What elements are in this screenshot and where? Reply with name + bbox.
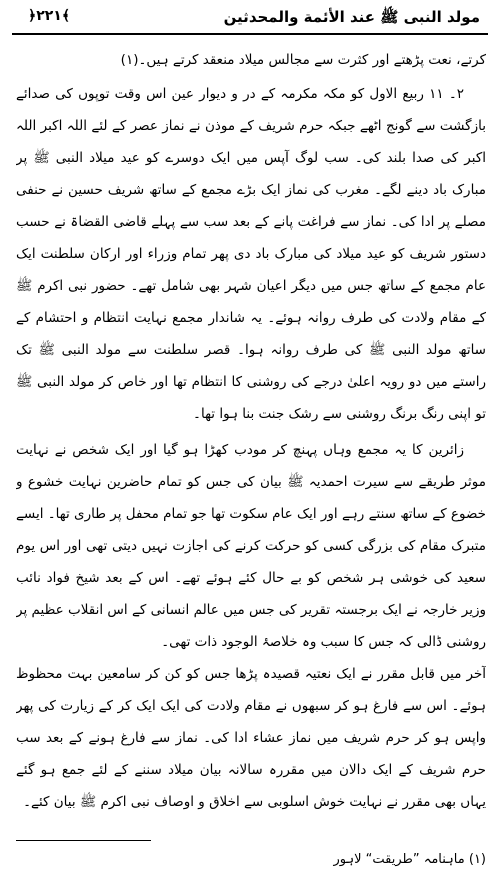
running-title: مولد النبی ﷺ عند الأئمة والمحدثین xyxy=(223,8,480,26)
paragraph-closing: آخر میں قابل مقرر نے ایک نعتیہ قصیدہ پڑھا جس کو کن کر سامعین بہت محظوظ ہوئے۔ اس سے فارغ ہو کر سبھوں نے مقام ولادت کی ایک ایک کر کے زیارت کی پھر واپس ہو کر حرم شریف میں نماز عشاء ادا کی۔ نماز سے فارغ ہونے کے بعد سب حرم شریف کے ایک دالان میں مقررہ سالانہ بیان میلاد سننے کے لئے جمع ہو گئے یہاں بھی مقرر نے نہایت خوش اسلوبی سے اخلاق و اوصاف نبی اکرم ﷺ بیان کئے۔ xyxy=(16,666,486,810)
page-number: ﴿۲۲۱﴾ xyxy=(28,8,71,24)
footnote-rule xyxy=(16,840,151,841)
paragraph-2: ۲۔ ۱۱ ربیع الاول کو مکہ مکرمہ کے در و دیوار عین اس وقت توپوں کی صدائے بازگشت سے گونج اٹھے جبکہ حرم شریف کے موذن نے نماز عصر کے لئے اللہ اکبر اللہ اکبر کی صدا بلند کی۔ سب لوگ آپس میں ایک دوسرے کو عید میلاد النبی ﷺ پر مبارک باد دینے لگے۔ مغرب کی نماز ایک بڑے مجمع کے ساتھ شریف حسین نے حنفی مصلے پر ادا کی۔ نماز سے فراغت پانے کے بعد سب سے پہلے قاضی القضاۃ نے حسب دستور شریف کو عید میلاد کی مبارک باد دی پھر تمام وزراء اور ارکان سلطنت ایک عام مجمع کے ساتھ جس میں دیگر اعیان شہر بھی شامل تھے۔ حضور نبی اکرم ﷺ کے مقام ولادت کی طرف روانہ ہوئے۔ یہ شاندار مجمع نہایت انتظام و احتشام کے ساتھ مولد النبی ﷺ کی طرف روانہ ہوا۔ قصر سلطنت سے مولد النبی ﷺ تک راستے میں دو رویہ اعلیٰ درجے کی روشنی کا انتظام تھا اور خاص کر مولد النبی ﷺ تو اپنی رنگ برنگ روشنی سے رشک جنت بنا ہوا تھا۔ xyxy=(16,86,486,422)
header-rule xyxy=(12,33,488,35)
paragraph-visitors: زائرین کا یہ مجمع وہاں پہنچ کر مودب کھڑا ہو گیا اور ایک شخص نے نہایت موثر طریقے سے سیرت احمدیہ ﷺ بیان کی جس کو تمام حاضرین نہایت خشوع و خضوع کے ساتھ سنتے رہے اور ایک عام سکوت تھا جو تمام محفل پر طاری تھا۔ ایسے متبرک مقام کی بزرگی کسی کو حرکت کرنے کی اجازت نہیں دیتی تھی اور اس یوم سعید کی خوشی ہر شخص کو بے حال کئے ہوئے تھے۔ اس کے بعد شیخ فواد نائب وزیر خارجہ نے ایک برجستہ تقریر کی جس میں عالم انسانی کے اس انقلاب عظیم پر روشنی ڈالی کہ جس کا سبب وہ خلاصۂ الوجود ذات تھی۔ xyxy=(16,442,486,650)
paragraph-continuation: کرتے، نعت پڑھتے اور کثرت سے مجالس میلاد منعقد کرتے ہیں۔(۱) xyxy=(120,52,486,68)
footnote: (۱) ماہنامہ ”طریقت“ لاہور xyxy=(333,852,486,867)
page-body xyxy=(16,44,486,814)
page-header xyxy=(12,0,488,36)
